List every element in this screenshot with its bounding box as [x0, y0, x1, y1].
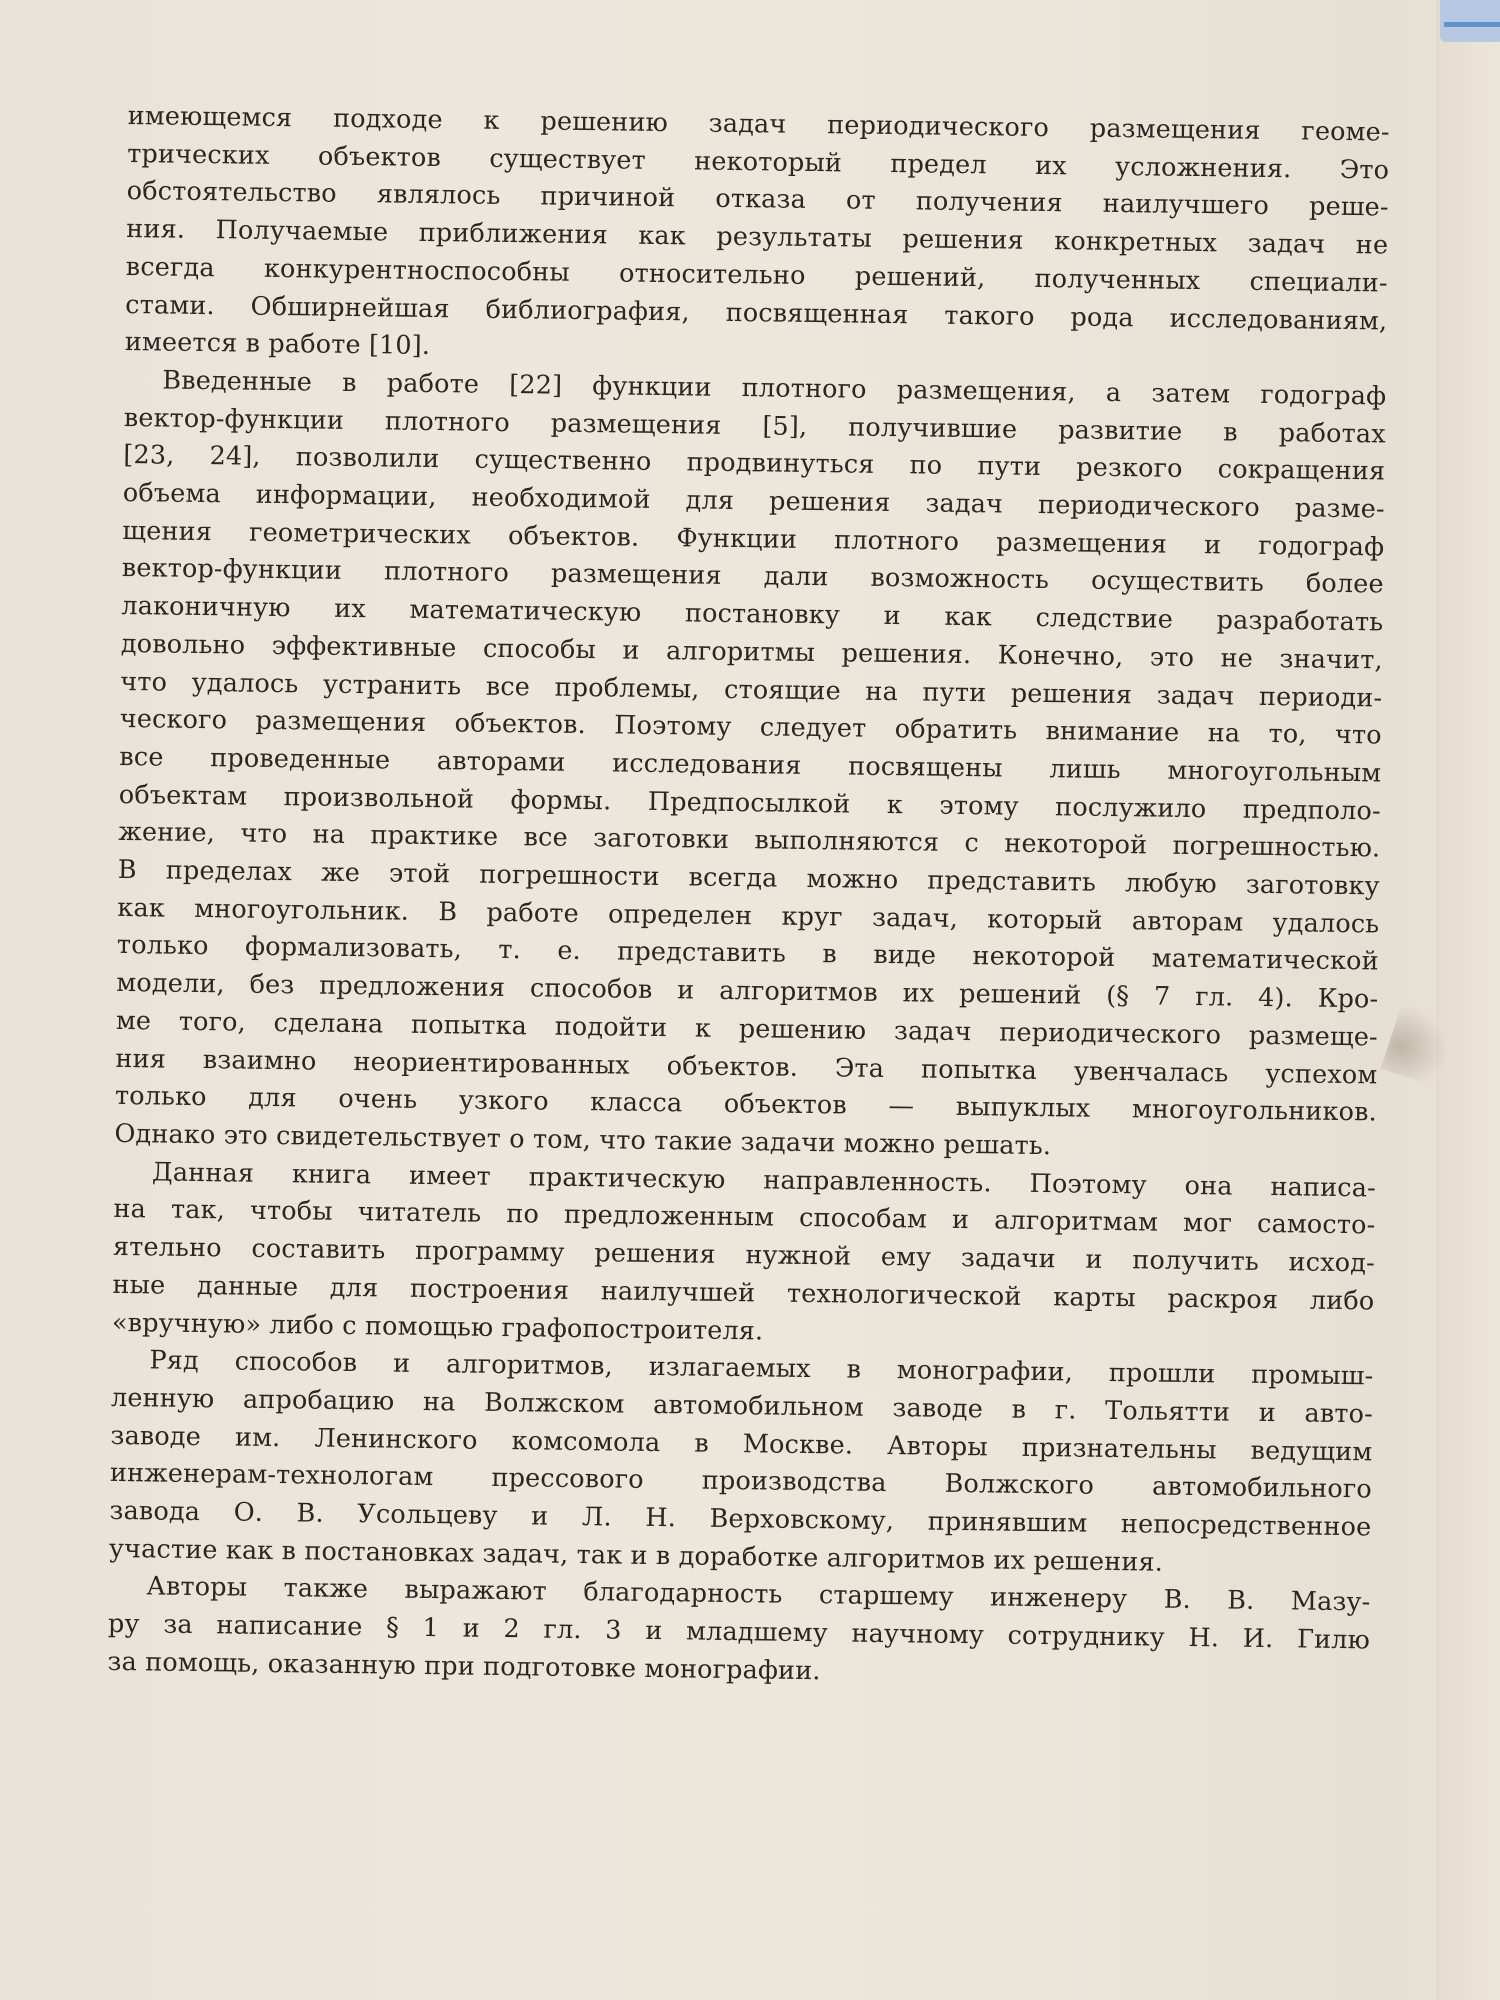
text-line: имеется в работе [10]. — [124, 327, 431, 362]
text-line: только для очень узкого класса объектов — выпуклых многоугольников. — [114, 1081, 1378, 1128]
text-line: Однако это свидетельствует о том, что такие задачи можно решать. — [114, 1118, 1052, 1162]
text-line: за помощь, оказанную при подготовке монографии. — [107, 1646, 821, 1687]
paragraph — [114, 362, 1386, 1170]
text-line: все проведенные авторами исследования посвящены лишь многоугольным — [119, 741, 1382, 789]
text-line: имеющемся подходе к решению задач периодического размещения геоме- — [127, 100, 1390, 148]
text-line: ные данные для построения наилучшей технологической карты раскроя либо — [112, 1269, 1375, 1317]
text-line: завода О. В. Усольцеву и Л. Н. Верховскому, принявшим непосредственное — [109, 1495, 1372, 1543]
text-line: объема информации, необходимой для решения задач периодического разме- — [122, 477, 1385, 525]
blue-cover-corner — [1440, 0, 1500, 42]
text-line: лаконичную их математическую постановку и как следствие разработать — [121, 591, 1384, 638]
text-line: щения геометрических объектов. Функции плотного размещения и годограф — [122, 515, 1385, 563]
text-line: ру за написание § 1 и 2 гл. 3 и младшему научному сотруднику Н. И. Гилю — [107, 1608, 1371, 1656]
text-line: ния взаимно неориентированных объектов. Эта попытка увенчалась успехом — [115, 1043, 1378, 1091]
text-line: ленную апробацию на Волжском автомобильном заводе в г. Тольятти и авто- — [110, 1382, 1374, 1430]
text-line: трических объектов существует некоторый предел их усложнения. Это — [127, 138, 1390, 186]
text-line: заводе им. Ленинского комсомола в Москве. Авторы признательны ведущим — [110, 1420, 1373, 1468]
text-line: Авторы также выражают благодарность старшему инженеру В. В. Мазу- — [146, 1571, 1371, 1618]
text-line: «вручную» либо с помощью графопостроителя. — [111, 1307, 764, 1346]
text-line: В пределах же этой погрешности всегда можно представить любую заготовку — [117, 854, 1380, 902]
text-line: ме того, сделана попытка подойти к решению задач периодического размеще- — [115, 1005, 1379, 1053]
text-line: Ряд способов и алгоритмов, излагаемых в монографии, прошли промыш- — [149, 1345, 1374, 1392]
page-edge — [1437, 0, 1500, 2000]
paragraph — [109, 1342, 1374, 1585]
text-line: инженерам-технологам прессового производства Волжского автомобильного — [109, 1458, 1373, 1505]
text-line: только формализовать, т. е. представить в виде некоторой математической — [116, 930, 1379, 977]
text-line: ческого размещения объектов. Поэтому следует обратить внимание на то, что — [119, 704, 1382, 751]
text-line: всегда конкурентноспособны относительно решений, полученных специали- — [125, 251, 1388, 299]
text-line: вектор-функции плотного размещения дали возможность осуществить более — [121, 553, 1384, 600]
paragraph — [107, 1568, 1370, 1698]
text-line: Введенные в работе [22] функции плотного размещения, а затем годограф — [162, 365, 1387, 412]
text-line: на так, чтобы читатель по предложенным способам и алгоритмам мог самосто- — [113, 1194, 1376, 1241]
text-line: как многоугольник. В работе определен круг задач, который авторам удалось — [117, 892, 1380, 940]
text-line: довольно эффективные способы и алгоритмы решения. Конечно, это не значит, — [120, 628, 1383, 676]
text-line: объектам произвольной формы. Предпосылкой к этому послужило предполо- — [118, 779, 1381, 827]
text-line: обстоятельство являлось причиной отказа от получения наилучшего реше- — [126, 176, 1389, 223]
body-text — [107, 98, 1390, 1698]
text-line: жение, что на практике все заготовки выполняются с некоторой погрешностью. — [118, 817, 1381, 864]
text-line: [23, 24], позволили существенно продвинуться по пути резкого сокращения — [123, 440, 1386, 487]
text-line: участие как в постановках задач, так и в доработке алгоритмов их решения. — [108, 1533, 1164, 1578]
paragraph — [125, 98, 1390, 378]
paragraph — [112, 1154, 1376, 1359]
text-line: Данная книга имеет практическую направленность. Поэтому она написа- — [151, 1157, 1377, 1204]
text-line: что удалось устранить все проблемы, стоящие на пути решения задач периоди- — [120, 666, 1383, 714]
text-line: модели, без предложения способов и алгоритмов их решений (§ 7 гл. 4). Кро- — [116, 968, 1379, 1015]
cover-stripe — [1444, 22, 1500, 27]
text-line: вектор-функции плотного размещения [5], получившие развитие в работах — [123, 402, 1386, 450]
text-line: ния. Получаемые приближения как результаты решения конкретных задач не — [126, 214, 1389, 261]
text-line: ятельно составить программу решения нужной ему задачи и получить исход- — [112, 1231, 1376, 1279]
text-line: стами. Обширнейшая библиография, посвященная такого рода исследованиям, — [125, 289, 1388, 337]
